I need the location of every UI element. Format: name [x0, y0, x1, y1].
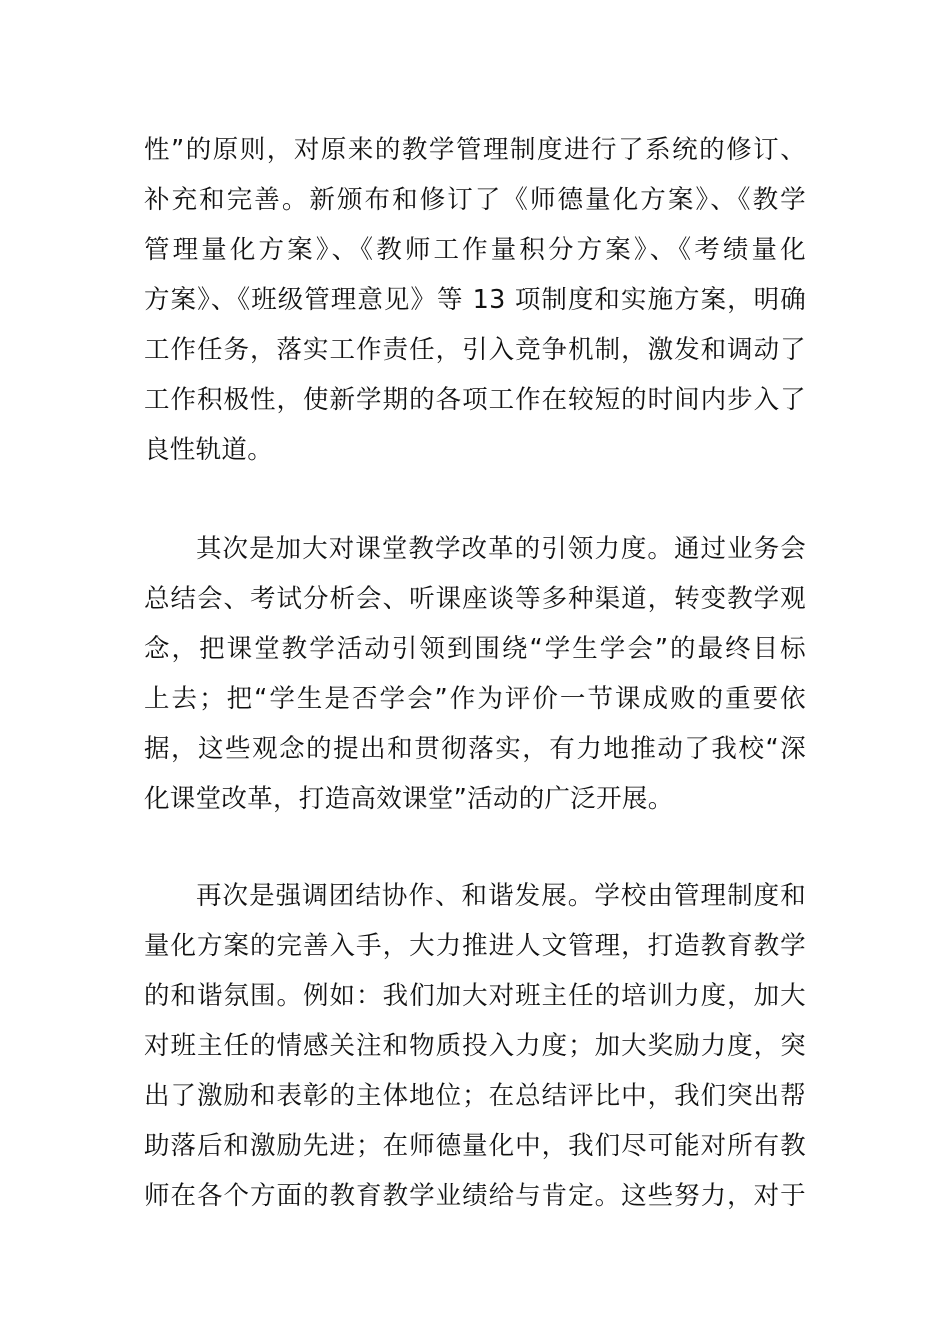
paragraph-line: 出了激励和表彰的主体地位；在总结评比中，我们突出帮	[144, 1081, 806, 1111]
paragraph-line: 其次是加大对课堂教学改革的引领力度。通过业务会	[196, 534, 806, 564]
paragraph-line: 补充和完善。新颁布和修订了《师德量化方案》、《教学	[144, 185, 806, 215]
paragraph-line: 化课堂改革，打造高效课堂”活动的广泛开展。	[144, 784, 674, 814]
paragraph-line: 念，把课堂教学活动引领到围绕“学生学会”的最终目标	[144, 634, 806, 664]
paragraph-line: 据，这些观念的提出和贯彻落实，有力地推动了我校“深	[144, 734, 806, 764]
paragraph-line: 师在各个方面的教育教学业绩给与肯定。这些努力，对于	[144, 1181, 806, 1211]
paragraph-line: 的和谐氛围。例如：我们加大对班主任的培训力度，加大	[144, 981, 806, 1011]
paragraph-line: 方案》、《班级管理意见》等 13 项制度和实施方案，明确	[144, 285, 806, 315]
paragraph-line: 管理量化方案》、《教师工作量积分方案》、《考绩量化	[144, 235, 806, 265]
paragraph-line: 工作任务，落实工作责任，引入竞争机制，激发和调动了	[144, 335, 806, 365]
paragraph-line: 量化方案的完善入手，大力推进人文管理，打造教育教学	[144, 931, 806, 961]
paragraph-line: 对班主任的情感关注和物质投入力度；加大奖励力度，突	[144, 1031, 806, 1061]
paragraph-line: 总结会、考试分析会、听课座谈等多种渠道，转变教学观	[144, 584, 806, 614]
paragraph-line: 工作积极性，使新学期的各项工作在较短的时间内步入了	[144, 385, 806, 415]
paragraph-line: 性”的原则，对原来的教学管理制度进行了系统的修订、	[144, 135, 806, 165]
paragraph-line: 良性轨道。	[144, 435, 274, 465]
paragraph-line: 再次是强调团结协作、和谐发展。学校由管理制度和	[196, 881, 806, 911]
paragraph-line: 助落后和激励先进；在师德量化中，我们尽可能对所有教	[144, 1131, 806, 1161]
paragraph-line: 上去；把“学生是否学会”作为评价一节课成败的重要依	[144, 684, 806, 714]
